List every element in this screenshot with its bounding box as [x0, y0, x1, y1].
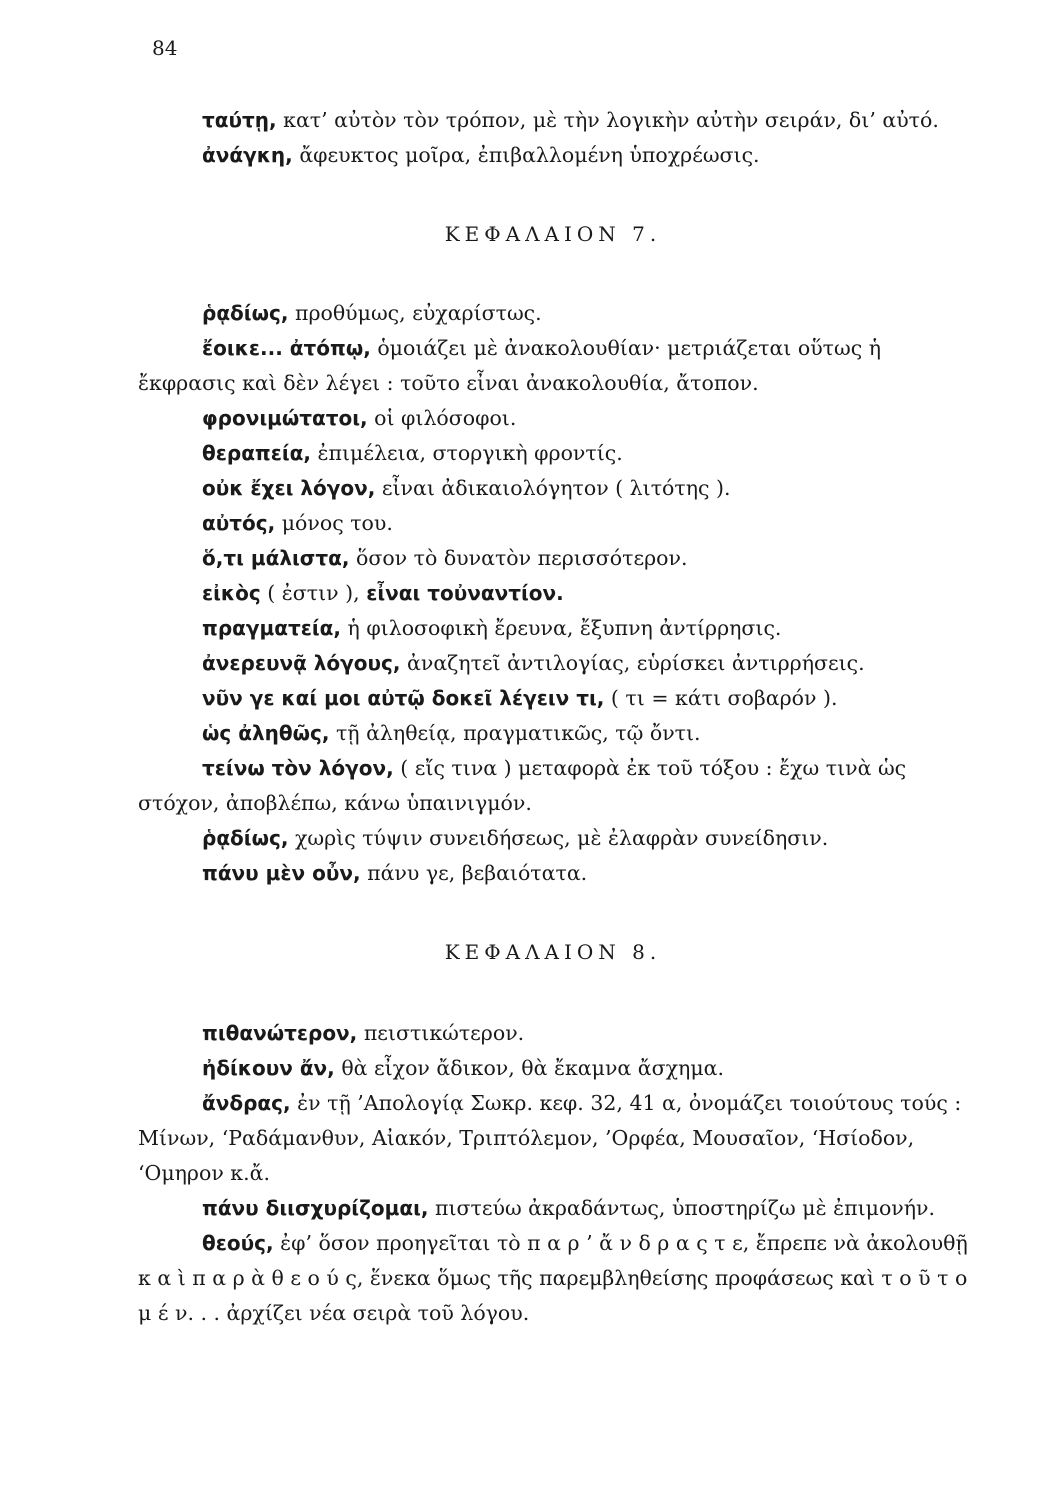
glossary-entry [138, 1051, 968, 1086]
entry-lemma: νῦν γε καί μοι αὐτῷ δοκεῖ λέγειν τι, [202, 686, 605, 710]
entry-gloss: οἱ φιλόσοφοι. [374, 406, 517, 430]
glossary-entry [138, 1086, 968, 1191]
glossary-entry [138, 401, 968, 436]
entry-lemma: πάνυ διισχυρίζομαι, [202, 1196, 429, 1220]
glossary-entry [138, 576, 968, 611]
entry-gloss: πιστεύω ἀκραδάντως, ὑποστηρίζω μὲ ἐπιμονήν. [435, 1196, 936, 1220]
entry-lemma: ὅ,τι μάλιστα, [202, 546, 350, 570]
glossary-entry [138, 541, 968, 576]
glossary-entry [138, 1191, 968, 1226]
glossary-entry [138, 506, 968, 541]
glossary-entry [138, 103, 968, 138]
glossary-entry [138, 751, 968, 821]
glossary-entry [138, 138, 968, 173]
entry-gloss: ἄφευκτος μοῖρα, ἐπιβαλλομένη ὑποχρέωσις. [299, 143, 760, 167]
entry-gloss: μόνος του. [281, 511, 393, 535]
entry-gloss: πειστικώτερον. [363, 1021, 525, 1045]
entry-lemma: τείνω τὸν λόγον, [202, 756, 394, 780]
entry-extra: εἶναι τοὐναντίον. [366, 581, 564, 605]
entry-gloss: πάνυ γε, βεβαιότατα. [367, 861, 588, 885]
entry-lemma: ἔοικε... ἀτόπῳ, [202, 336, 371, 360]
entry-gloss: ἐφ’ ὅσον προηγεῖται τὸ π α ρ ’ ἄ ν δ ρ α ς τ ε, ἔπρεπε νὰ ἀκολουθῇ κ α ὶ π α ρ ὰ θ ε ο ύ ς, ἕνεκα ὅμως τῆς παρεμβληθείσης προφάσεως καὶ τ ο ῦ τ ο μ έ ν. . . ἀρχίζει νέα σειρὰ τοῦ λόγου. [138, 1231, 968, 1325]
entry-gloss: ὅσον τὸ δυνατὸν περισσότερον. [355, 546, 688, 570]
chapter-8-entries [138, 1016, 968, 1331]
entry-lemma: ῥᾳδίως, [202, 301, 289, 325]
entry-lemma: αὐτός, [202, 511, 276, 535]
entry-gloss: ἡ φιλοσοφικὴ ἔρευνα, ἔξυπνη ἀντίρρησις. [347, 616, 782, 640]
entry-lemma: θεούς, [202, 1231, 274, 1255]
chapter-7-heading: ΚΕΦΑΛΑΙΟΝ 7. [444, 222, 662, 246]
glossary-entry [138, 331, 968, 401]
entry-gloss: ὁμοιάζει μὲ ἀνακολουθίαν· μετριάζεται οὕτως ἡ ἔκφρασις καὶ δὲν λέγει : τοῦτο εἶναι ἀνακολουθία, ἄτοπον. [138, 336, 882, 395]
entry-gloss: εἶναι ἀδικαιολόγητον ( λιτότης ). [381, 476, 731, 500]
entry-lemma: ὡς ἀληθῶς, [202, 721, 330, 745]
glossary-entry [138, 611, 968, 646]
entry-gloss: θὰ εἶχον ἄδικον, θὰ ἔκαμνα ἄσχημα. [341, 1056, 725, 1080]
glossary-entry [138, 856, 968, 891]
glossary-entry [138, 716, 968, 751]
entry-lemma: θεραπεία, [202, 441, 312, 465]
entry-lemma: ἠδίκουν ἄν, [202, 1056, 335, 1080]
entry-lemma: πάνυ μὲν οὖν, [202, 861, 361, 885]
entry-lemma: πραγματεία, [202, 616, 341, 640]
glossary-entry [138, 1226, 968, 1331]
entry-lemma: φρονιμώτατοι, [202, 406, 368, 430]
glossary-entry [138, 646, 968, 681]
entry-lemma: εἰκὸς [202, 581, 261, 605]
chapter-7-entries [138, 296, 968, 891]
entry-gloss: κατ’ αὐτὸν τὸν τρόπον, μὲ τὴν λογικὴν αὐτὴν σειράν, δι’ αὐτό. [283, 108, 939, 132]
entry-lemma: ἀνάγκη, [202, 143, 293, 167]
entry-lemma: ῥᾳδίως, [202, 826, 289, 850]
entry-gloss: ( ἐστιν ), [267, 581, 360, 605]
entry-gloss: προθύμως, εὐχαρίστως. [294, 301, 542, 325]
glossary-entry [138, 436, 968, 471]
chapter-8-heading: ΚΕΦΑΛΑΙΟΝ 8. [444, 940, 662, 964]
entry-gloss: ( εἴς τινα ) μεταφορὰ ἐκ τοῦ τόξου : ἔχω τινὰ ὡς στόχον, ἀποβλέπω, κάνω ὑπαινιγμόν. [138, 756, 907, 815]
entry-gloss: ἀναζητεῖ ἀντιλογίας, εὑρίσκει ἀντιρρήσεις. [407, 651, 865, 675]
entry-lemma: πιθανώτερον, [202, 1021, 358, 1045]
entry-gloss: ( τι = κάτι σοβαρόν ). [610, 686, 838, 710]
entry-lemma: ἀνερευνᾷ λόγους, [202, 651, 401, 675]
glossary-entry [138, 1016, 968, 1051]
entry-lemma: ἄνδρας, [202, 1091, 291, 1115]
glossary-entry [138, 681, 968, 716]
entry-lemma: οὐκ ἔχει λόγον, [202, 476, 376, 500]
entry-gloss: χωρὶς τύψιν συνειδήσεως, μὲ ἐλαφρὰν συνείδησιν. [294, 826, 829, 850]
entry-gloss: ἐν τῇ ’Απολογίᾳ Σωκρ. κεφ. 32, 41 α, ὀνομάζει τοιούτους τούς : Μίνων, ‘Ραδάμανθυν, Αἰακόν, Τριπτόλεμον, ’Ορφέα, Μουσαῖον, ‘Ησίοδον, ‘Ομηρον κ.ἄ. [138, 1091, 962, 1185]
glossary-entry [138, 471, 968, 506]
entry-gloss: τῇ ἀληθείᾳ, πραγματικῶς, τῷ ὄντι. [335, 721, 701, 745]
glossary-entry [138, 821, 968, 856]
glossary-entry [138, 296, 968, 331]
entry-gloss: ἐπιμέλεια, στοργικὴ φροντίς. [317, 441, 623, 465]
page-content [138, 103, 968, 1331]
page-number: 84 [152, 36, 178, 60]
intro-entries [138, 103, 968, 173]
entry-lemma: ταύτῃ, [202, 108, 277, 132]
